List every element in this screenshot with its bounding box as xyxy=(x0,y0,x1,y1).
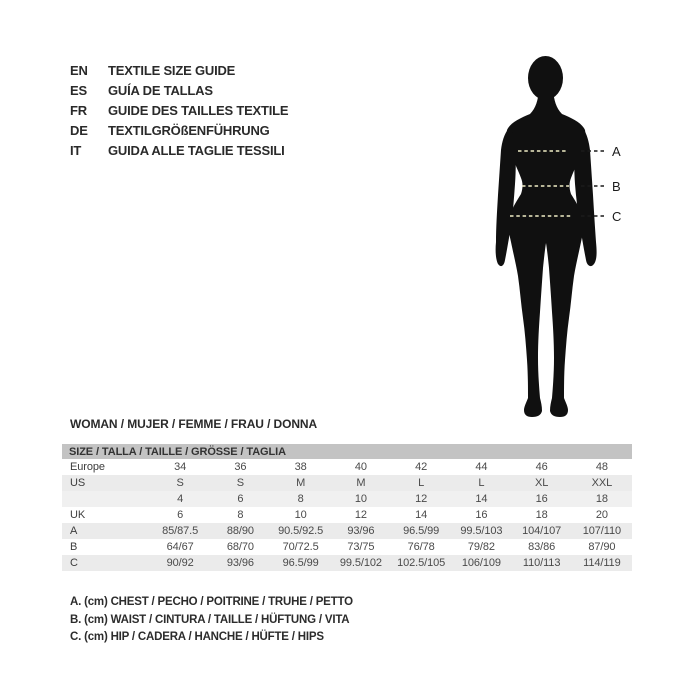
cell: 46 xyxy=(512,459,572,475)
cell: 20 xyxy=(572,507,632,523)
language-title: GUIDE DES TAILLES TEXTILE xyxy=(108,103,289,118)
size-table-header-row xyxy=(62,444,632,459)
cell: 36 xyxy=(210,459,270,475)
cell: 93/96 xyxy=(331,523,391,539)
section-heading: WOMAN / MUJER / FEMME / FRAU / DONNA xyxy=(70,417,318,431)
cell: 76/78 xyxy=(391,539,451,555)
row-label xyxy=(62,491,150,507)
cell: 114/119 xyxy=(572,555,632,571)
language-code: ES xyxy=(70,83,87,98)
cell: 42 xyxy=(391,459,451,475)
cell: 8 xyxy=(271,491,331,507)
language-code: DE xyxy=(70,123,88,138)
cell: 64/67 xyxy=(150,539,210,555)
silhouette-body xyxy=(507,90,586,417)
cell: 40 xyxy=(331,459,391,475)
cell: 87/90 xyxy=(572,539,632,555)
cell: 110/113 xyxy=(512,555,572,571)
row-label: A xyxy=(62,523,150,539)
legend-hip: C. (cm) HIP / CADERA / HANCHE / HÜFTE / HIPS xyxy=(70,631,324,643)
cell: 90.5/92.5 xyxy=(271,523,331,539)
table-row-us-numbers xyxy=(62,491,632,507)
cell: S xyxy=(210,475,270,491)
table-row-europe xyxy=(62,459,632,475)
cell: 79/82 xyxy=(451,539,511,555)
cell: 88/90 xyxy=(210,523,270,539)
table-row-chest-a xyxy=(62,523,632,539)
cell: 14 xyxy=(451,491,511,507)
cell: 99.5/102 xyxy=(331,555,391,571)
language-code: FR xyxy=(70,103,87,118)
cell: 8 xyxy=(210,507,270,523)
language-title: GUÍA DE TALLAS xyxy=(108,83,213,98)
language-title-list xyxy=(70,61,288,161)
table-row-waist-b xyxy=(62,539,632,555)
table-row-hip-c xyxy=(62,555,632,571)
marker-b-label: B xyxy=(612,179,621,194)
cell: 93/96 xyxy=(210,555,270,571)
size-table-header: SIZE / TALLA / TAILLE / GRÖSSE / TAGLIA xyxy=(62,444,632,459)
row-label: US xyxy=(62,475,150,491)
language-row-it xyxy=(70,141,288,161)
woman-silhouette-figure xyxy=(485,50,650,425)
cell: 106/109 xyxy=(451,555,511,571)
cell: 12 xyxy=(331,507,391,523)
language-title: TEXTILGRÖßENFÜHRUNG xyxy=(108,123,270,138)
cell: S xyxy=(150,475,210,491)
language-title: GUIDA ALLE TAGLIE TESSILI xyxy=(108,143,285,158)
cell: 18 xyxy=(512,507,572,523)
row-label: Europe xyxy=(62,459,150,475)
measurement-legend xyxy=(70,594,353,647)
language-code: IT xyxy=(70,143,82,158)
table-row-uk xyxy=(62,507,632,523)
cell: 48 xyxy=(572,459,632,475)
cell: 6 xyxy=(150,507,210,523)
cell: 73/75 xyxy=(331,539,391,555)
cell: L xyxy=(451,475,511,491)
cell: M xyxy=(271,475,331,491)
cell: 44 xyxy=(451,459,511,475)
cell: 96.5/99 xyxy=(271,555,331,571)
cell: XXL xyxy=(572,475,632,491)
cell: 10 xyxy=(331,491,391,507)
language-row-de xyxy=(70,121,288,141)
cell: 34 xyxy=(150,459,210,475)
cell: 107/110 xyxy=(572,523,632,539)
language-row-fr xyxy=(70,101,288,121)
cell: 102.5/105 xyxy=(391,555,451,571)
cell: 16 xyxy=(512,491,572,507)
cell: 85/87.5 xyxy=(150,523,210,539)
cell: 90/92 xyxy=(150,555,210,571)
cell: 18 xyxy=(572,491,632,507)
row-label: UK xyxy=(62,507,150,523)
cell: L xyxy=(391,475,451,491)
cell: 83/86 xyxy=(512,539,572,555)
row-label: C xyxy=(62,555,150,571)
table-row-us-letters xyxy=(62,475,632,491)
cell: 96.5/99 xyxy=(391,523,451,539)
legend-waist: B. (cm) WAIST / CINTURA / TAILLE / HÜFTUNG / VITA xyxy=(70,613,350,626)
marker-a-label: A xyxy=(612,144,621,159)
language-code: EN xyxy=(70,63,88,78)
cell: 14 xyxy=(391,507,451,523)
size-table xyxy=(62,444,632,571)
legend-chest: A. (cm) CHEST / PECHO / POITRINE / TRUHE / PETTO xyxy=(70,596,353,608)
cell: XL xyxy=(512,475,572,491)
cell: 6 xyxy=(210,491,270,507)
cell: 68/70 xyxy=(210,539,270,555)
cell: 12 xyxy=(391,491,451,507)
cell: 16 xyxy=(451,507,511,523)
cell: M xyxy=(331,475,391,491)
cell: 38 xyxy=(271,459,331,475)
row-label: B xyxy=(62,539,150,555)
language-title: TEXTILE SIZE GUIDE xyxy=(108,63,236,78)
cell: 70/72.5 xyxy=(271,539,331,555)
cell: 104/107 xyxy=(512,523,572,539)
marker-c-label: C xyxy=(612,209,622,224)
cell: 4 xyxy=(150,491,210,507)
language-row-en xyxy=(70,61,288,81)
language-row-es xyxy=(70,81,288,101)
cell: 10 xyxy=(271,507,331,523)
cell: 99.5/103 xyxy=(451,523,511,539)
